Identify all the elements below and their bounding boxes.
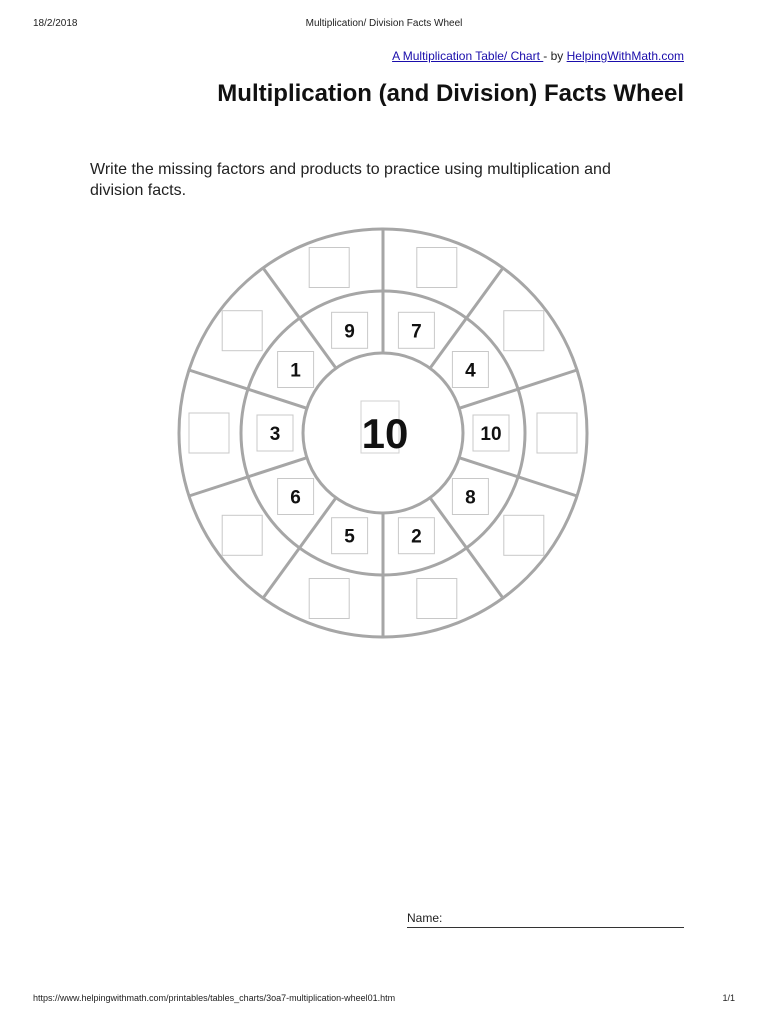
source-links <box>392 49 684 63</box>
product-answer-box[interactable] <box>222 311 262 351</box>
factor-value: 10 <box>480 424 502 445</box>
factor-value: 6 <box>290 487 301 509</box>
product-answer-box[interactable] <box>504 515 544 555</box>
facts-wheel <box>170 219 596 645</box>
helpingwithmath-link[interactable]: HelpingWithMath.com <box>566 49 684 63</box>
factor-value: 7 <box>411 321 422 343</box>
product-answer-box[interactable] <box>309 579 349 619</box>
factor-value: 4 <box>465 360 476 382</box>
name-label: Name: <box>407 911 443 925</box>
footer-page-number: 1/1 <box>722 993 735 1003</box>
product-answer-box[interactable] <box>504 311 544 351</box>
factor-value: 1 <box>290 360 301 382</box>
instructions: Write the missing factors and products to practice using multiplication and division facts. <box>90 161 611 199</box>
product-answer-box[interactable] <box>189 413 229 453</box>
center-number: 10 <box>361 410 409 457</box>
product-answer-box[interactable] <box>222 515 262 555</box>
product-answer-box[interactable] <box>417 248 457 288</box>
print-header-title: Multiplication/ Division Facts Wheel <box>305 18 463 29</box>
factor-value: 8 <box>465 487 476 509</box>
factor-value: 3 <box>269 424 281 445</box>
product-answer-box[interactable] <box>309 248 349 288</box>
factor-value: 9 <box>344 321 355 343</box>
factor-value: 2 <box>411 526 422 548</box>
worksheet-title: Multiplication (and Division) Facts Wheel <box>217 80 684 107</box>
factor-value: 5 <box>344 526 355 548</box>
product-answer-box[interactable] <box>537 413 577 453</box>
product-answer-box[interactable] <box>417 579 457 619</box>
name-input-line[interactable] <box>407 927 684 928</box>
link-separator: - by <box>543 49 567 63</box>
footer-url: https://www.helpingwithmath.com/printables/tables_charts/3oa7-multiplication-wheel01.htm <box>33 993 396 1003</box>
multiplication-chart-link[interactable]: A Multiplication Table/ Chart <box>392 49 544 63</box>
print-date: 18/2/2018 <box>33 18 78 29</box>
